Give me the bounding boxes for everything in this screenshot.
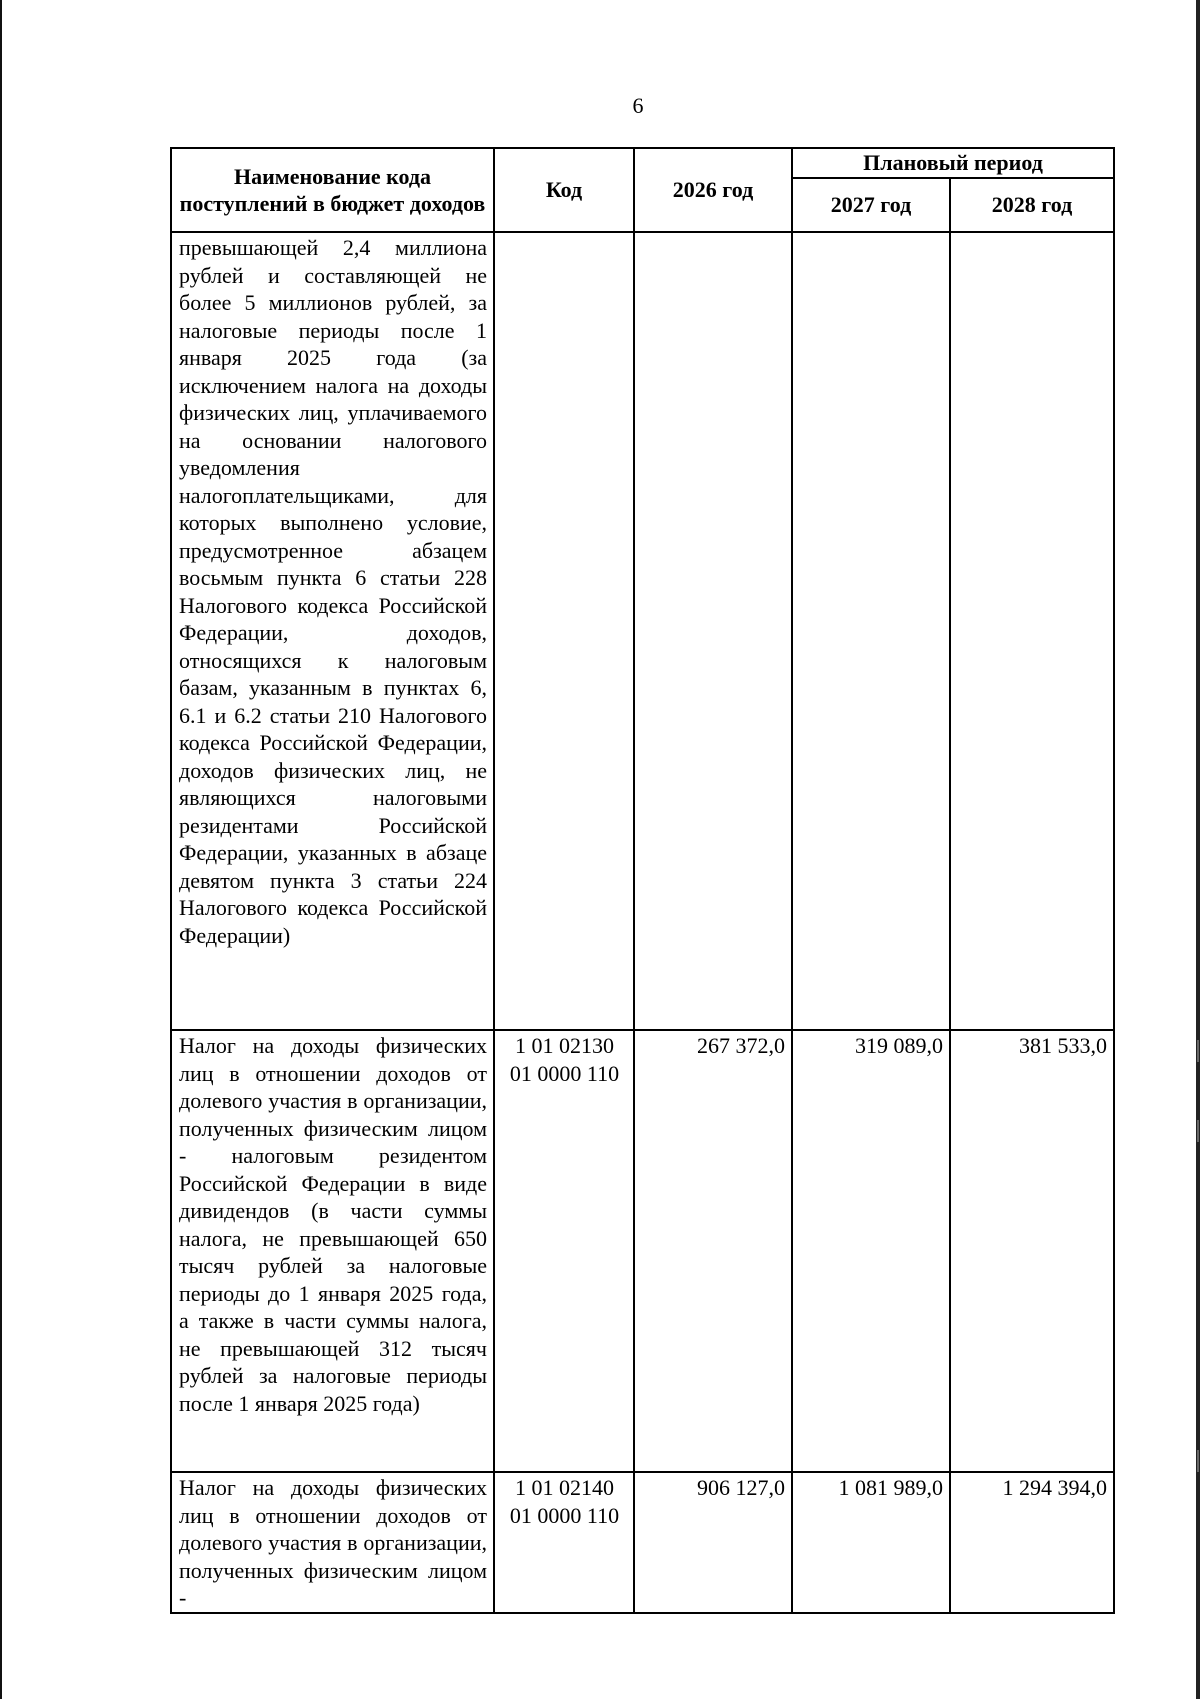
row-2028: [950, 232, 1114, 1030]
row-name: Налог на доходы физических лиц в отношении доходов от долевого участия в организации, полученных физическим лицом - налоговым резидентом Российской Федерации в виде дивидендов (в части суммы налога, не превышающей 650 тысяч рублей за налоговые периоды до 1 января 2025 года, а также в части суммы налога, не превышающей 312 тысяч рублей за налоговые периоды после 1 января 2025 года): [171, 1030, 494, 1472]
row-2026: 267 372,0: [634, 1030, 792, 1472]
row-name: Налог на доходы физических лиц в отношении доходов от долевого участия в организации, полученных физическим лицом -: [171, 1472, 494, 1613]
row-code: [494, 232, 634, 1030]
scan-mark: [1197, 1120, 1199, 1142]
header-code: Код: [494, 148, 634, 232]
table-row: [171, 232, 1114, 1030]
page-number: 6: [632, 93, 644, 118]
table-row: [171, 1472, 1114, 1613]
row-2028: 1 294 394,0: [950, 1472, 1114, 1613]
header-planned-period: Плановый период: [792, 148, 1114, 178]
table-row: [171, 1030, 1114, 1472]
row-code: 1 01 02140 01 0000 110: [494, 1472, 634, 1613]
header-name: Наименование кода поступлений в бюджет доходов: [171, 148, 494, 232]
row-2028: 381 533,0: [950, 1030, 1114, 1472]
header-2028: 2028 год: [950, 178, 1114, 232]
scan-mark: [1197, 1450, 1199, 1472]
revenue-table: [170, 147, 1115, 1614]
header-2026: 2026 год: [634, 148, 792, 232]
page-left-edge: [0, 0, 2, 1699]
row-2027: 1 081 989,0: [792, 1472, 950, 1613]
row-2026: [634, 232, 792, 1030]
row-code: 1 01 02130 01 0000 110: [494, 1030, 634, 1472]
row-2026: 906 127,0: [634, 1472, 792, 1613]
scan-mark: [1197, 1040, 1199, 1062]
header-2027: 2027 год: [792, 178, 950, 232]
row-2027: 319 089,0: [792, 1030, 950, 1472]
row-name: превышающей 2,4 миллиона рублей и составляющей не более 5 миллионов рублей, за налоговые периоды после 1 января 2025 года (за исключением налога на доходы физических лиц, уплачиваемого на основании налогового уведомления налогоплательщиками, для которых выполнено условие, предусмотренное абзацем восьмым пункта 6 статьи 228 Налогового кодекса Российской Федерации, доходов, относящихся к налоговым базам, указанным в пунктах 6, 6.1 и 6.2 статьи 210 Налогового кодекса Российской Федерации, доходов физических лиц, не являющихся налоговыми резидентами Российской Федерации, указанных в абзаце девятом пункта 3 статьи 224 Налогового кодекса Российской Федерации): [171, 232, 494, 1030]
page-right-edge: [1196, 0, 1200, 1699]
row-2027: [792, 232, 950, 1030]
